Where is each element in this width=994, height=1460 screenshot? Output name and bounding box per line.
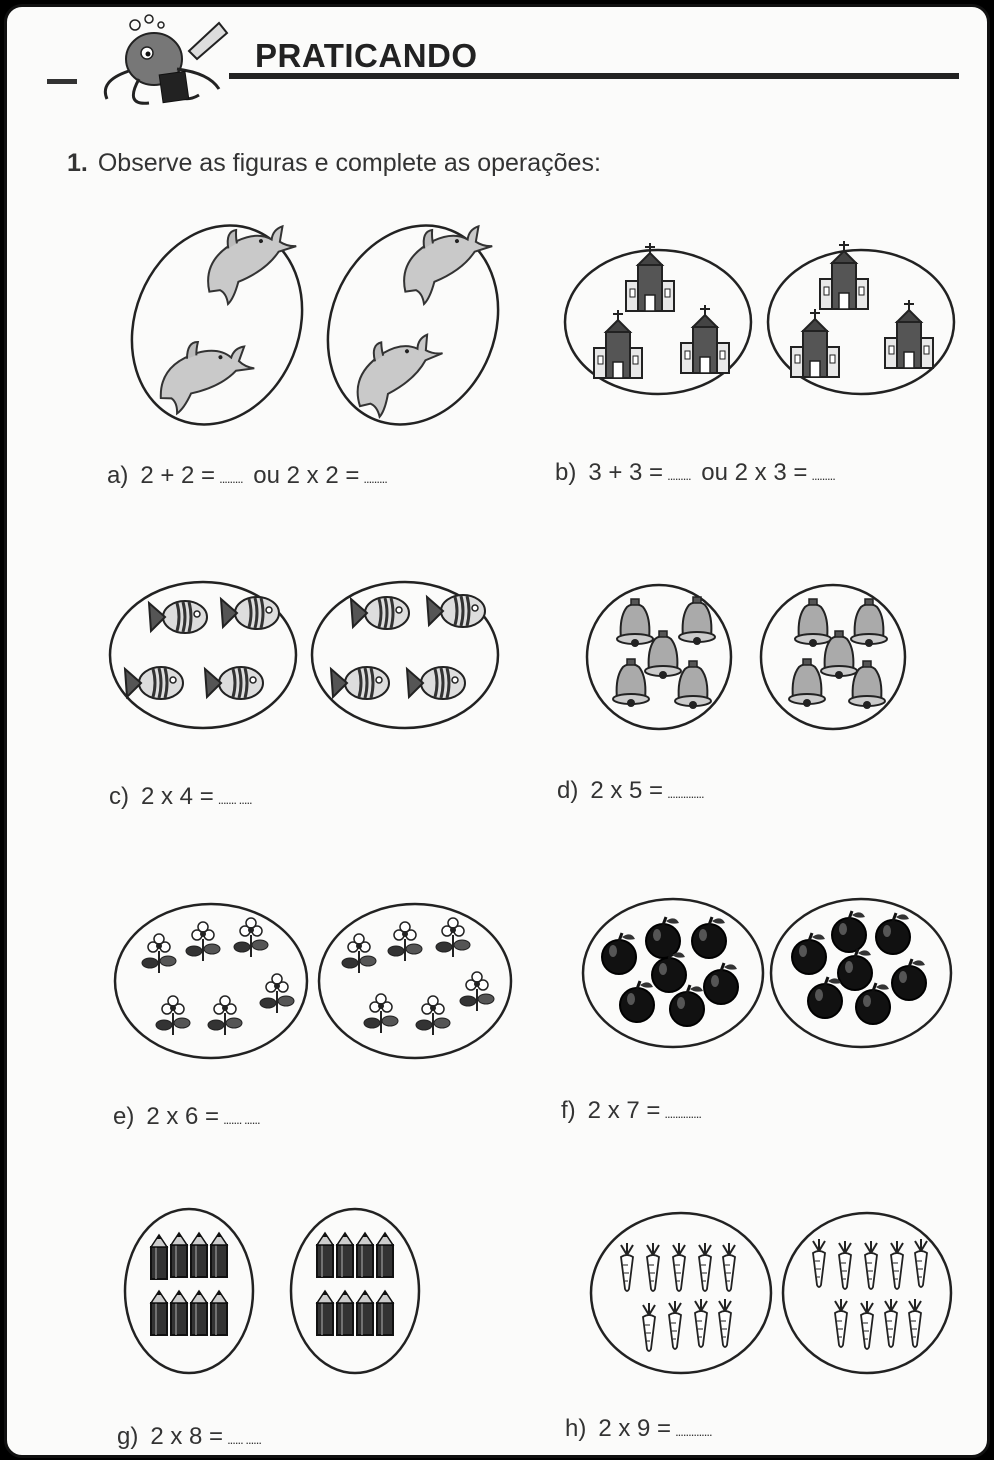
bell-icon (617, 599, 653, 647)
flower-icon (460, 972, 494, 1011)
expression: 2 x 4 = (141, 783, 214, 810)
exercise-number: 1. (67, 149, 88, 177)
carrot-icon (621, 1243, 633, 1291)
fish-icon (125, 667, 183, 699)
flower-icon (142, 934, 176, 973)
apple-icon (838, 949, 872, 990)
answer-blank[interactable]: ...... ...... (227, 1432, 262, 1447)
apple-icon (646, 917, 680, 958)
worksheet-page (4, 4, 990, 1458)
carrot-icon (673, 1243, 685, 1291)
bell-icon (613, 659, 649, 707)
carrot-icon (891, 1241, 903, 1289)
carrot-icon (723, 1243, 735, 1291)
pencil-icon (191, 1233, 207, 1277)
carrot-icon (719, 1299, 731, 1347)
flower-icon (388, 922, 422, 961)
answer-blank[interactable]: ......... (811, 468, 835, 483)
item-letter: e) (113, 1103, 135, 1130)
bell-icon (795, 599, 831, 647)
flower-icon (260, 974, 294, 1013)
fish-icon (427, 595, 485, 627)
figure-h (591, 1213, 951, 1373)
expression: 2 + 2 = (140, 462, 216, 489)
apple-icon (620, 981, 654, 1022)
carrot-icon (915, 1239, 927, 1287)
pencil-icon (171, 1233, 187, 1277)
apple-icon (808, 977, 842, 1018)
instruction-text: Observe as figuras e complete as operações: (97, 149, 601, 177)
expression: 2 x 9 = (598, 1415, 672, 1442)
pencil-icon (337, 1233, 353, 1277)
expression: 2 x 5 = (590, 777, 664, 804)
pencil-icon (191, 1291, 207, 1335)
apple-icon (832, 911, 866, 952)
flower-icon (364, 994, 398, 1033)
apple-icon (602, 933, 636, 974)
item-letter: c) (109, 783, 129, 810)
answer-blank[interactable]: ......... (219, 471, 243, 486)
answer-blank[interactable]: ......... (363, 471, 387, 486)
figure-c (110, 582, 498, 728)
expression-alt: ou 2 x 2 = (253, 462, 360, 489)
carrot-icon (885, 1299, 897, 1347)
expression: 2 x 8 = (150, 1423, 224, 1450)
answer-blank[interactable]: .............. (664, 1106, 701, 1121)
pencil-icon (317, 1291, 333, 1335)
expression-alt: ou 2 x 3 = (701, 459, 808, 486)
carrot-icon (865, 1241, 877, 1289)
bell-icon (675, 661, 711, 709)
item-letter: d) (557, 777, 579, 804)
expression: 2 x 7 = (587, 1097, 661, 1124)
flower-icon (436, 918, 470, 957)
item-letter: a) (107, 462, 129, 489)
carrot-icon (813, 1239, 825, 1287)
pencil-icon (357, 1233, 373, 1277)
item-letter: b) (555, 459, 577, 486)
operation-d (557, 777, 708, 805)
answer-blank[interactable]: ....... ...... (223, 1112, 260, 1127)
carrot-icon (669, 1301, 681, 1349)
answer-blank[interactable]: ......... (667, 468, 691, 483)
answer-blank[interactable]: .............. (675, 1424, 712, 1439)
fish-icon (149, 601, 207, 633)
operation-b (555, 459, 839, 487)
pencil-icon (357, 1291, 373, 1335)
fish-icon (205, 667, 263, 699)
figure-g (125, 1209, 419, 1373)
answer-blank[interactable]: .............. (667, 786, 704, 801)
figure-e (115, 904, 511, 1058)
pencil-icon (211, 1233, 227, 1277)
pencil-icon (211, 1291, 227, 1335)
expression: 2 x 6 = (146, 1103, 220, 1130)
carrot-icon (699, 1243, 711, 1291)
church-icon (791, 309, 839, 377)
church-icon (594, 310, 642, 378)
figure-d (587, 585, 905, 729)
operation-a (107, 462, 391, 490)
figure-f (583, 899, 951, 1047)
flower-icon (156, 996, 190, 1035)
carrot-icon (695, 1299, 707, 1347)
carrot-icon (647, 1243, 659, 1291)
apple-icon (876, 913, 910, 954)
pencil-icon (377, 1233, 393, 1277)
operation-e (113, 1103, 264, 1131)
carrot-icon (861, 1301, 873, 1349)
figure-b (565, 241, 954, 394)
fish-icon (221, 597, 279, 629)
carrot-icon (643, 1303, 655, 1351)
apple-icon (792, 933, 826, 974)
church-icon (885, 300, 933, 368)
flower-icon (342, 934, 376, 973)
item-letter: f) (561, 1097, 576, 1124)
carrot-icon (839, 1241, 851, 1289)
pencil-icon (377, 1291, 393, 1335)
pencil-icon (317, 1233, 333, 1277)
fish-icon (407, 667, 465, 699)
flower-icon (234, 918, 268, 957)
operation-h (565, 1415, 716, 1443)
flower-icon (416, 996, 450, 1035)
flower-icon (208, 996, 242, 1035)
item-letter: h) (565, 1415, 587, 1442)
fish-icon (351, 597, 409, 629)
item-letter: g) (117, 1423, 139, 1450)
bell-icon (789, 659, 825, 707)
bell-icon (851, 599, 887, 647)
operation-g (117, 1423, 265, 1451)
flower-icon (186, 922, 220, 961)
apple-icon (704, 963, 738, 1004)
pencil-icon (151, 1291, 167, 1335)
expression: 3 + 3 = (588, 459, 664, 486)
carrot-icon (835, 1299, 847, 1347)
figures-canvas (7, 7, 987, 1455)
dolphin-icon (147, 326, 260, 417)
operation-f (561, 1097, 705, 1125)
fish-icon (331, 667, 389, 699)
pencil-icon (151, 1235, 167, 1279)
page-title: PRATICANDO (255, 37, 478, 74)
pencil-icon (171, 1291, 187, 1335)
carrot-icon (909, 1299, 921, 1347)
operation-c (109, 783, 256, 811)
apple-icon (892, 959, 926, 1000)
apple-icon (692, 917, 726, 958)
answer-blank[interactable]: ....... ..... (217, 792, 252, 807)
pencil-icon (337, 1291, 353, 1335)
church-icon (681, 305, 729, 373)
figure-a (103, 200, 527, 451)
